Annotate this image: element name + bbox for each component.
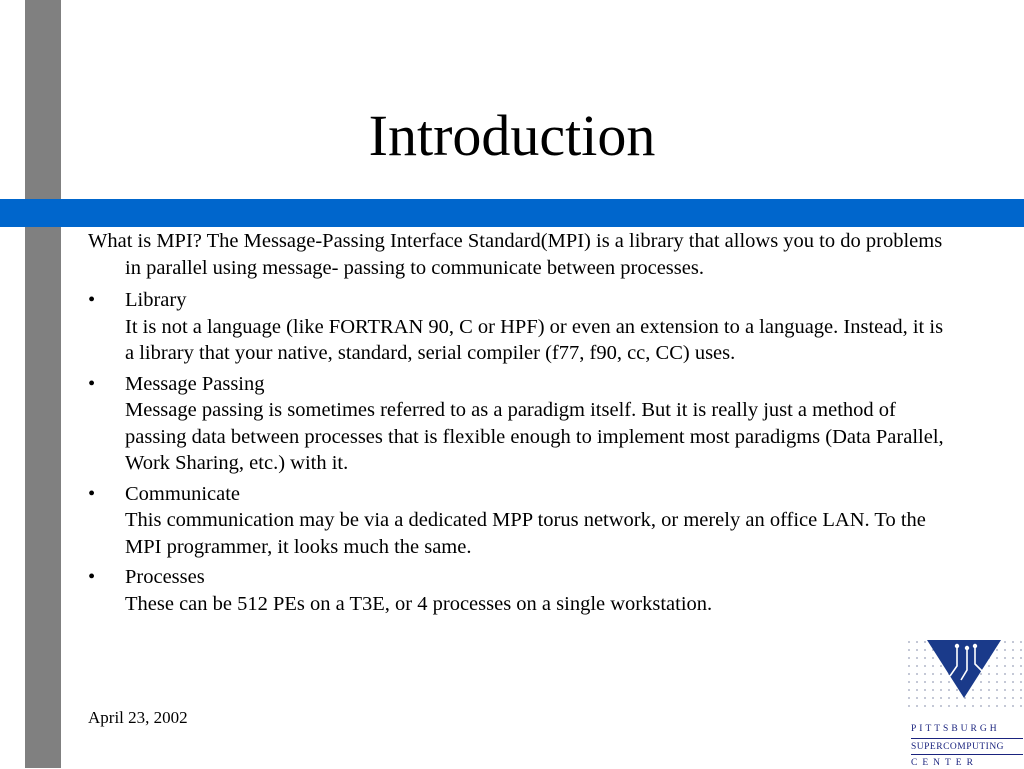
intro-paragraph: What is MPI? The Message-Passing Interface Standard(MPI) is a library that allows you to do problems in parallel using message- passing to communicate between processes. <box>88 230 943 279</box>
bullet-item-message-passing <box>88 371 948 477</box>
bullet-heading: Processes <box>125 566 205 588</box>
slide-title: Introduction <box>368 103 656 168</box>
bullet-marker: • <box>88 482 96 505</box>
psc-logo <box>905 636 1024 768</box>
bullet-description: This communication may be via a dedicated MPP torus network, or merely an office LAN. To the MPI programmer, it looks much the same. <box>125 509 926 558</box>
logo-line-supercomputing: SUPERCOMPUTING <box>911 742 1005 752</box>
triangle-circuit-icon <box>905 636 1024 716</box>
logo-divider <box>911 738 1023 739</box>
logo-divider <box>911 754 1023 755</box>
bullet-description: Message passing is sometimes referred to as a paradigm itself. But it is really just a method of passing data between processes that is flexible enough to implement most paradigms (Data Parallel, Work Sharing, etc.) with it. <box>125 399 944 474</box>
bullet-marker: • <box>88 372 96 395</box>
slide-body <box>88 228 948 621</box>
bullet-marker: • <box>88 289 96 311</box>
logo-line-pittsburgh: PITTSBURGH <box>911 724 1000 734</box>
bullet-heading: Communicate <box>125 482 241 505</box>
bullet-marker: • <box>88 566 96 588</box>
bullet-heading: Message Passing <box>125 372 265 395</box>
footer-date: April 23, 2002 <box>88 708 188 727</box>
bullet-description: It is not a language (like FORTRAN 90, C or HPF) or even an extension to a language. Instead, it is a library that your native, standard, serial compiler (f77, f90, cc, CC) uses. <box>125 315 944 364</box>
bullet-item-library <box>88 287 948 367</box>
bullet-item-processes <box>88 564 948 617</box>
bullet-description: These can be 512 PEs on a T3E, or 4 processes on a single workstation. <box>125 592 713 615</box>
bullet-list <box>88 287 948 617</box>
logo-line-center: CENTER <box>911 758 978 768</box>
bullet-item-communicate <box>88 481 948 561</box>
title-divider-bar <box>0 199 1024 227</box>
bullet-heading: Library <box>125 289 187 311</box>
